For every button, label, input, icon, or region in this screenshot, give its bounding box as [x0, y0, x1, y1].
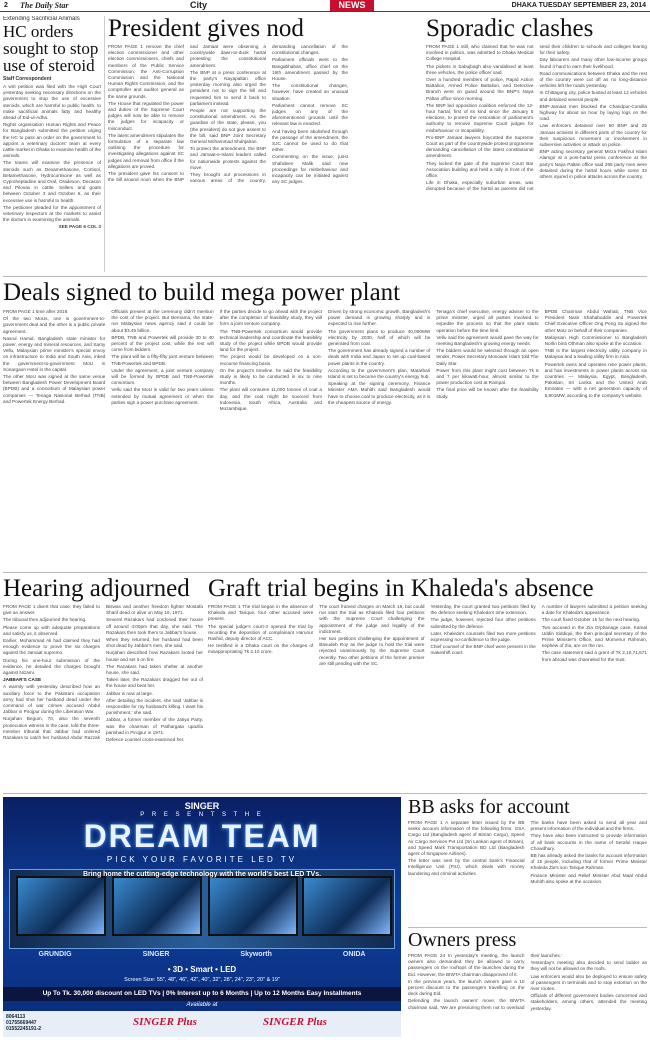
story-paragraph: According to the government's plan, Matarbari Island is set to become the country's energy hub.	[327, 367, 431, 380]
story-sporadic-clashes	[426, 16, 647, 272]
ad-offer-bar: Up To Tk. 30,000 discount on LED TVs | 0% Interest up to 6 Months | Up to 12 Months Easy Installments	[3, 987, 401, 1001]
store-logo: SINGER Plus	[263, 1016, 327, 1028]
story-paragraph: The president gave his consent to the bill around noon when the BNP and Jamaat were observing a countrywide dawn-to-dusk hartal protesting the constitutional amendment.	[108, 44, 266, 183]
story-paragraph: The project would be developed on a non-recourse financing basis.	[219, 354, 322, 366]
story-paragraph: Vellu said the MoU is valid for two years unless extended by mutual agreement or when the parties sign a power purchase agreement.	[111, 387, 214, 405]
story-paragraph: Two accused in the Zia Orphanage case, Kamal Uddin Siddiqui, the then principal secretary of the Prime Minister's Office, and Momenur Rahman, nephew of Zia, are on the run.	[541, 624, 647, 649]
story-paragraph: The House that regulated the power and duties of the Supreme Court judges will now be able to remove the judges for incapacity or misconduct.	[108, 100, 184, 131]
story-paragraph: The TNB-Powertek consortium would provide technical leadership and coordinate the feasibility study of the project while BPDB would provide land for the project.	[219, 328, 322, 353]
story-paragraph: The court fixed October 15 for the next hearing.	[541, 617, 641, 623]
story-paragraph: Chief counsel of the BNP chief were present in the makeshift court.	[430, 644, 536, 656]
story-paragraph: The plant will be a fifty-fifty joint venture between TNB-Powertek and BPDB.	[111, 354, 214, 366]
story-paragraph: The letter was sent by the central bank's Financial Intelligence Unit (FIU), which deals with money laundering and criminal activities.	[408, 858, 525, 876]
story-headline: Owners press	[408, 930, 517, 951]
story-paragraph: The pickets in Sabujbagh also vandalised at least three vehicles, the police officer said.	[426, 63, 534, 75]
ad-screen-sizes: Screen Size: 55", 48", 46", 42", 40", 32", 28", 24", 23", 20" & 19"	[124, 977, 280, 983]
story-graft-trial	[208, 576, 647, 790]
story-paragraph: The latest amendment stipulates the formulation of a separate law outlining the procedure for investigating allegations against SC judges and removal from office if the allegations are proved.	[108, 132, 184, 169]
story-paragraph: Under the agreement, a joint venture company will be formed by BPDB and TNB-Powertek consortium.	[111, 367, 214, 386]
section-rule	[408, 927, 647, 928]
story-body	[3, 84, 101, 231]
brand-singer: SINGER	[142, 951, 170, 958]
story-paragraph: Malaysian High Commissioner to Bangladesh Norlin binti Othman also spoke at the occasion.	[544, 334, 647, 347]
story-paragraph: The BNP led opposition coalition enforced the 12-hour hartal, first of its kind since the January 5 elections, to protest the restoration of parliament's authority to remove Supreme Court judges for misbehaviour or incapability.	[426, 102, 534, 133]
story-paragraph: BB has already asked the banks for account information of 15 people, including that of former Prime Minister Khaleda Zia's son Tarique Rahman.	[530, 853, 647, 871]
page-number: 2	[4, 2, 8, 9]
story-paragraph: BPDB Chairman Abdul Wahab, TNB Vice President Nasir Shahabuddin and Powertek Chief Executive Officer Ong Peng Su signed the other MoU on behalf of their companies.	[544, 309, 647, 333]
story-headline: HC orders sought to stop use of steroid	[3, 22, 99, 75]
story-paragraph: They locked the gate of the Supreme Court Bar Association building and held a rally in front of the office.	[426, 160, 534, 179]
story-body	[3, 604, 203, 790]
story-paragraph: If the parties decide to go ahead with the project after the completion of feasibility study, they will form a joint venture company.	[219, 309, 322, 327]
story-paragraph: Earlier, Mohammad Ali had claimed they had enough evidence to prove the six charges against the Jamaat supremo.	[3, 638, 100, 656]
story-president-nod	[108, 16, 348, 272]
story-paragraph: In the previous years, the launch owners gave a 10 percent discount to the passengers travelling on the deck during Eid.	[408, 978, 525, 997]
story-paragraph: Tenaga's chief executive, energy adviser to the prime minister, urged all parties involved to expedite the process so that the plant starts operation before the time limit.	[436, 309, 539, 333]
story-paragraph: FROM PAGE 1 still, who claimed that he was not involved in politics, was admitted to Dhaka Medical College Hospital.	[426, 44, 534, 62]
story-paragraph: During his one-hour submission of the evidence, he detailed the charges brought against Nizami.	[3, 657, 100, 676]
story-paragraph: A number of lawyers submitted a petition seeking a date for Khaleda's appearance.	[541, 604, 647, 616]
story-paragraph: Day labourers and many other low-income groups found it hard to earn their livelihood.	[539, 57, 647, 69]
story-paragraph: Speaking at the signing ceremony, Finance Minister AMA Muhith said Bangladesh would have to choose coal to produce electricity, as it is the cheapest source of energy.	[327, 381, 431, 405]
ad-slogan: Bring home the cutting-edge technology with the world's best LED TVs.	[82, 871, 322, 878]
story-paragraph: Rights organisation Human Rights and Peace for Bangladesh submitted the petition urging the HC to pass an order on the government to appoint a veterinary doctors' team at every cattle market in Dhaka to examine health of the animals.	[3, 122, 101, 159]
phone-number: 8064113	[6, 1014, 26, 1020]
story-headline: BB asks for account	[408, 797, 570, 818]
story-byline: Staff Correspondent	[3, 76, 52, 82]
tv-image	[302, 876, 392, 936]
story-paragraph: FROM PAGE 1 remove the chief election commissioner and other election commissioners, chiefs and members of the Public Service Commission, the Anti-Corruption Commission and the National Human Rights Commission, and the comptroller and auditor general as the same grounds.	[108, 44, 184, 99]
section-rule	[3, 793, 647, 794]
story-body	[208, 604, 647, 790]
story-headline: Hearing adjourned	[3, 576, 190, 602]
story-paragraph: Of the two MoUs, one is government-to-government deal and the other is a public private agreement.	[3, 316, 106, 334]
section-rule	[3, 572, 647, 573]
story-paragraph: Nurjahan Begum, 70, also the seventh prosecution witness in the case, told the three-member tribunal that Jabbar had ordered Razakars to catch her husband Abdur Razzak Biswas and another freedom fighter Mostafa Sharif dead or alive on May 16, 1971.	[3, 604, 203, 741]
ad-phone-list	[6, 1014, 41, 1032]
brand-grundig: GRUNDIG	[38, 951, 72, 958]
story-body	[426, 44, 647, 272]
ad-title: DREAM TEAM	[83, 818, 321, 854]
story-paragraph: Later, Khaleda's counsels filed two more petitions expressing no-confidence to the judge.	[430, 630, 536, 643]
story-paragraph: FROM PAGE 1 divert that case; they failed to give an answer.	[3, 604, 100, 616]
story-paragraph: Over a hundred members of police, Rapid Action Battalion, Armed Police Battalion, and Detective Branch were on guard around the BNP's Naya Paltan office since morning.	[426, 77, 534, 101]
story-paragraph: When they returned, her husband had been shot dead by Jabbar's men, she said.	[106, 637, 203, 649]
story-hearing-adjourned	[3, 576, 203, 790]
story-paragraph: A warmly with yesterday described how an auxiliary force to the Pakistani occupation army had shot her husband dead under the command of war crimes accused Abdul Jabbar in Pirojpur during the Liberation War.	[3, 684, 100, 715]
story-headline: Deals signed to build mega power plant	[3, 280, 401, 306]
store-logo: SINGER Plus	[133, 1016, 197, 1028]
story-body	[108, 44, 348, 272]
story-body	[408, 820, 647, 924]
story-paragraph: The petitioner pleaded for the appointment of veterinary inspectors at the markets to assist the doctors in examining the animals.	[3, 204, 101, 223]
story-paragraph: The government plans to produce 40,000MW electricity by 2030, half of which will be generated from coal.	[327, 328, 431, 347]
story-paragraph: The tribunal then adjourned the hearing.	[3, 617, 87, 623]
tv-lineup-image	[9, 869, 395, 949]
story-paragraph: The final price will be known after the feasibility study.	[436, 387, 539, 399]
story-paragraph: Power from this plant might cost between Tk 6 and 7 per kilowatt-hour, almost similar to the power production cost at Rampal.	[436, 367, 539, 386]
story-headline: President gives nod	[108, 16, 304, 42]
story-paragraph: Defending the launch owners' move, the BIWTA chairman said, 'We are pressuring them not to overload their launches.'	[408, 953, 562, 1010]
story-owners-press	[408, 930, 647, 1037]
brand-onida: ONIDA	[342, 951, 366, 958]
singer-advertisement[interactable]	[3, 797, 401, 1037]
story-paragraph: Officials present at the ceremony didn't mention the cost of the project. But Bernama, the state-run Malaysian news agency said it could be about $3.45 billion.	[111, 309, 214, 333]
story-kicker: Extending Sacrificial Animals	[3, 16, 80, 22]
story-paragraph: Parliament cannot remove SC judges on any of the aforementioned grounds until the relevant law is enacted.	[272, 102, 348, 127]
story-paragraph: Nurjahan described how Razakars looted her house and set it on fire.	[106, 650, 203, 662]
story-paragraph: Defence counsel cross-examined her.	[106, 737, 185, 743]
brand-skyworth: Skyworth	[240, 951, 272, 958]
section-name: City	[190, 0, 208, 10]
story-paragraph: Finance Minister and Relief Minister Abul Maal Abdul Muhith also spoke at the occasion.	[530, 872, 647, 884]
singer-logo: SINGER	[184, 801, 220, 811]
story-paragraph: Her two petitions challenging the appointment of Basudeb Roy as the judge to hold the trial were rejected unanimously by the Supreme Court recently. Two other petitions of the former premier are still pending with the SC.	[319, 636, 425, 666]
story-paragraph: Yesterday's meeting also decided to send ladder as they will not be allowed on the roofs.	[530, 960, 647, 972]
story-body	[408, 953, 647, 1036]
story-paragraph: The bidders would be selected through an open tender, Power Secretary Monowar Islam told The Daily Star.	[436, 348, 539, 366]
story-body	[3, 309, 647, 567]
story-paragraph: The plant will consume 11,000 tonnes of coal a day, and the coal might be sourced from Indonesia, South Africa, Australia and Mozambique.	[219, 387, 322, 412]
story-paragraph: To protect the amendment, the BNP and Jamaat-e-Islami leaders called for nationwide protests against the move.	[190, 146, 266, 170]
story-paragraph: On the project's timeline, he said the feasibility study is likely to be conducted in six to nine months.	[219, 367, 322, 386]
story-paragraph: FROM PAGE 1 time after 2019.	[3, 309, 69, 314]
see-page-link[interactable]: SEE PAGE 6 COL 3	[58, 224, 101, 230]
story-paragraph: He testified in a Dhaka court on the charges of misappropriating Tk 2.10 crore.	[208, 643, 314, 655]
story-paragraph: Jabbar, a former member of the Jatiya Party, was the chairman of Pathargata upazila parishad in Pirojpur in 1971.	[106, 717, 203, 735]
story-paragraph: FROM PAGE 1 The trial began in the absence of Khaleda and Tarique, four other accused were present.	[208, 604, 314, 622]
brand-row	[3, 951, 401, 958]
story-paragraph: People are not supporting the constitutional amendment. As the guardian of the state, please, you (the president) do not give assent to the bill, said BNP Joint Secretary General Mohammad Shahjahan.	[190, 108, 266, 145]
story-paragraph: Taken later, the Razakars dragged her out of the house and beat her.	[106, 677, 203, 689]
news-label: NEWS	[330, 0, 374, 11]
story-paragraph: Jabbar is now at large.	[106, 690, 154, 696]
story-paragraph: Driven by strong economic growth, Bangladesh's power demand is growing sharply and is expected to rise further.	[327, 309, 431, 327]
story-paragraph: The constitutional changes, however, have created an unusual situation.	[272, 83, 348, 101]
story-paragraph: BPDB, TNB and Powertek will provide 30 to 40 percent of the project cost, while the rest will come from bidders.	[111, 334, 214, 353]
story-paragraph: Nasrul Hamid, Bangladesh state minister for power, energy and mineral resources, and Samy Vellu, Malaysian prime minister's special envoy on infrastructure to India and South Asia, inked the government-to-government MoU in Sonargaon Hotel in the capital.	[3, 335, 106, 372]
tv-image	[16, 876, 106, 936]
ad-tagline: PICK YOUR FAVORITE LED TV	[106, 855, 298, 864]
story-paragraph: FROM PAGE 24 In yesterday's meeting, the launch owners also demanded they be allowed to carry passengers on the rooftops of the launches during the Eid. However, the BIWTA chairman disapproved of it.	[408, 953, 525, 977]
story-power-plant	[3, 280, 647, 570]
story-headline: Graft trial begins in Khaleda's absence	[208, 576, 594, 602]
story-subhead: JABBAR'S CASE	[3, 677, 42, 683]
story-paragraph: Please come up with adequate preparations and satisfy us, it observed.	[3, 624, 100, 636]
issue-date: DHAKA TUESDAY SEPTEMBER 23, 2014	[511, 2, 646, 9]
story-paragraph: The other MoU was signed at the same venue between Bangladesh Power Development Board (BPDB) and a consortium of Malaysian power companies — Tenaga Nasional Berhad (TNB) and Powertek Energy Berhad.	[3, 374, 106, 404]
story-paragraph: And having been abolished through the passage of the amendment, the SJC cannot be used to do that either.	[272, 128, 348, 153]
page-header	[0, 0, 650, 12]
story-paragraph: Law enforcers detained over 50 BNP and 25 Jamaat activists in different parts of the country for their suspicious movement or involvement in subversive activities or attack on police.	[539, 123, 647, 148]
story-paragraph: The judge, however, rejected four other petitions submitted by the defence.	[430, 617, 536, 629]
ad-footer	[3, 1011, 401, 1037]
story-paragraph: Life in Dhaka, especially suburban areas, was disrupted because of the hartal as parents did not send their children to schools and colleges fearing for their safety.	[426, 44, 647, 192]
story-paragraph: Several Razakars had cordoned their house off around 4:00pm that day, she said. The Razakars then took them to Jabbar's house.	[106, 617, 203, 635]
story-paragraph: FROM PAGE 1 A separate letter issued by the BB seeks account information of the following firms: GSA Cargo Ltd (Bangladesh agent of Biman Cargo), Speed Air Cargo Services Pvt Ltd (Sri Lankan agent of Biman), and Speed Mark Transportation BD Ltd (Bangladesh agent of Singapore Airlines).	[408, 820, 525, 857]
story-paragraph: The BNP at a press conference at the party's Nayapaltan office yesterday morning also urged the president not to sign the bill and requested him to send it back to parliament instead.	[190, 69, 266, 106]
story-paragraph: TNB is the largest electricity utility company in Malaysia and a leading utility firm in Asia.	[544, 348, 647, 360]
phone-number: 01755669447	[6, 1020, 37, 1026]
masthead: The Daily Star	[20, 1, 69, 10]
story-paragraph: The teams will examine the presence of steroids such as Dexamethasone, Cortisol, Betamethasone, Hydrocortisone as well as Cyproheptadine and Oral, Oradexon, Decason and Pilovax in cattle. Sellers and goats between October 3 and October 6, as their excessive use is harmful to health.	[3, 160, 101, 203]
ad-available-at: Available at	[186, 1002, 218, 1008]
story-paragraph: Commenting on the issue, jurist Shahdeen Malik said new proceedings for misbehaviour and incapacity can be initiated against any SC judges.	[272, 154, 348, 185]
story-hc-steroid	[3, 16, 101, 274]
story-paragraph: The court framed charges on March 19, but could not start the trial as Khaleda filed four petitions with the Supreme Court challenging the appointment of the judge and legality of the indictment.	[319, 604, 425, 634]
story-paragraph: The government has already signed a number of deals with India and Japan to set up coal-based power plants in the country.	[327, 348, 431, 366]
story-paragraph: BNP-Jamaat men blocked the Chandpur-Comilla highway for about an hour by laying logs on the road.	[539, 103, 647, 122]
story-paragraph: After detailing the incident, she said 'Jabbar is responsible for my husband's killing. I want his punishment,' she said.	[106, 697, 203, 716]
story-paragraph: Road communications between Dhaka and the rest of the country were cut off as no long-distance vehicles left the roads yesterday.	[539, 70, 647, 89]
story-paragraph: The Razakars had taken shelter at another house, she said.	[106, 663, 203, 676]
story-paragraph: Officials of different government bodies concerned and stakeholders, among others, attended the meeting yesterday.	[530, 993, 647, 1011]
tv-image	[112, 876, 202, 936]
story-paragraph: Powertek owns and operates nine power plants, and has investments in power plants across six countries — Malaysia, Egypt, Bangladesh, Pakistan, Sri Lanka and the United Arab Emirates — with a net generation capacity of 5,901MW, according to the company's website.	[544, 361, 647, 398]
story-paragraph: A writ petition was filed with the High Court yesterday seeking necessary directions on the government to stop the use of excessive steroids, which are harmful to public health, to make sacrificial animals fatty and healthy ahead of Eid-ul-Adha.	[3, 84, 101, 121]
tv-image	[208, 876, 298, 936]
story-headline: Sporadic clashes	[426, 16, 594, 42]
ad-features: • 3D • Smart • LED	[167, 965, 237, 974]
story-paragraph: Yesterday, the court granted two petitions filed by the defence seeking Khaleda's time extension.	[430, 604, 536, 616]
story-paragraph: They brought out processions in various areas of the country, demanding cancellation of the constitutional changes.	[190, 44, 348, 184]
story-bb-asks	[408, 797, 647, 925]
story-paragraph: Pro-BNP Jamaat lawyers boycotted the Supreme Court as part of the countrywide protest programme demanding cancellation of the latest constitutional amendment.	[426, 134, 534, 159]
story-paragraph: The special judge's court-3 opened the trial by recording the deposition of complainant Harunur Rashid, deputy director of ACC.	[208, 623, 314, 642]
story-paragraph: They have also been instructed to provide information of all bank accounts in the name of Seraful Haque Chowdhury.	[530, 833, 647, 851]
section-rule	[3, 276, 647, 277]
story-paragraph: Parliament officials went to the Bangabhaban, office chief on the 16th amendment passed by the House.	[272, 57, 348, 82]
story-paragraph: The banks have been asked to send all year and present information of the individual and the firms.	[530, 820, 647, 832]
story-paragraph: Law enforcers would also be deployed to ensure safety of passengers in terminals and to stop extortion on the river routes.	[530, 973, 647, 992]
phone-number: 01552245191-2	[6, 1026, 42, 1032]
story-paragraph: In Chittagong city, police busted at least 12 vehicles and detained several people.	[539, 90, 647, 102]
column-rule	[104, 16, 105, 272]
story-paragraph: BNP acting secretary general Mirza Fakhrul Islam Alamgir at a post-hartal press conference at the party's Naya Paltan office said 265 party men were detained during the hartal hours while some 32 others injured in police attacks across the country.	[539, 149, 647, 180]
story-paragraph: The case statement said a grant of Tk 2,10,71,671 from abroad was channeled for the trust.	[541, 650, 647, 662]
ad-presents: P R E S E N T S T H E	[140, 812, 264, 818]
story-paragraph: Vellu said the agreement would pave the way for meeting Bangladesh's growing energy needs.	[436, 334, 539, 347]
